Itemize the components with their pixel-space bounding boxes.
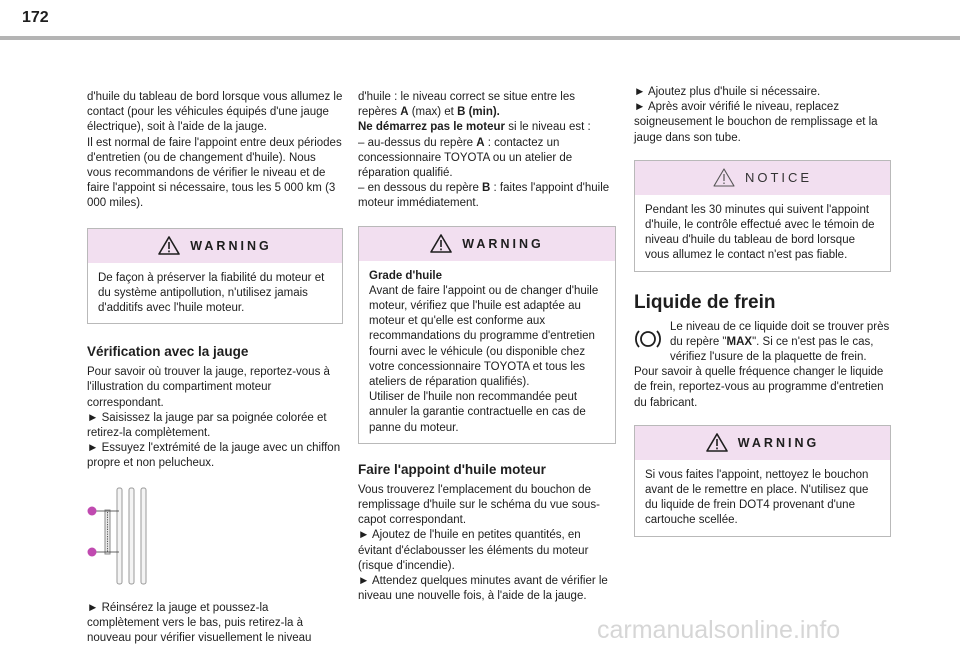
warning-text: De façon à préserver la fiabilité du moteur et du système antipollution, n'utilisez jamais d'additifs avec l'huile moteur. — [98, 271, 325, 315]
notice-triangle-icon — [713, 168, 735, 187]
page-number: 172 — [22, 9, 49, 26]
step-item: ► Essuyez l'extrémité de la jauge avec un chiffon propre et non pelucheux. — [87, 442, 341, 470]
warning-header — [635, 426, 890, 460]
warning-triangle-icon — [430, 234, 452, 253]
header-rule — [0, 36, 960, 40]
column-3 — [634, 85, 891, 537]
step-item: ► Saisissez la jauge par sa poignée colorée et retirez-la complètement. — [87, 411, 327, 440]
step-item: ► Réinsérez la jauge et poussez-la complètement vers le bas, puis retirez-la à nouveau pour vérifier visuellement le niveau — [87, 601, 312, 645]
paragraph: d'huile du tableau de bord lorsque vous allumez le contact (pour les véhicules équipés d'une jauge électrique), soit à l'aide de la jauge. — [87, 91, 343, 134]
warning-title: WARNING — [462, 236, 544, 251]
brake-info — [634, 320, 891, 366]
marker-a — [88, 506, 97, 515]
section-title: Faire l'appoint d'huile moteur — [358, 461, 546, 477]
warning-text: Avant de faire l'appoint ou de changer d'huile moteur, vérifiez que l'huile est adaptée au moteur et qu'elle est conforme aux recommandations du programme d'entretien fourni avec le véhicule (ou disponible chez votre concessionnaire TOYOTA et tous les ateliers de réparation qualifiés). — [369, 284, 599, 389]
warning-title: WARNING — [737, 435, 820, 450]
warning-title: WARNING — [190, 238, 272, 253]
label-a: A — [91, 480, 96, 486]
section-title: Liquide de frein — [634, 291, 776, 313]
notice-title: NOTICE — [744, 170, 813, 186]
step-item: ► Ajoutez de l'huile en petites quantités, en évitant d'éclabousser les éléments du moteur (risque d'incendie). — [358, 529, 589, 572]
warning-triangle-icon — [158, 236, 180, 255]
brake-warning-icon — [634, 328, 662, 350]
paragraph: Pour savoir où trouver la jauge, reportez-vous à l'illustration du compartiment moteur correspondant. — [87, 366, 330, 409]
warning-header — [359, 227, 615, 261]
paragraph: Pour savoir à quelle fréquence changer le liquide de frein, reportez-vous au programme d'entretien du fabricant. — [634, 366, 884, 409]
step-item: ► Ajoutez plus d'huile si nécessaire. — [634, 86, 821, 98]
label-b: B — [91, 521, 96, 527]
paragraph: Il est normal de faire l'appoint entre deux périodes d'entretien (ou de changement d'huile). Nous vous recommandons de vérifier le niveau et de faire l'appoint si nécessaire, tous les 5 000 km (3 000 miles). — [87, 136, 342, 210]
step-item: ► Attendez quelques minutes avant de vérifier le niveau une nouvelle fois, à l'aide de la jauge. — [358, 575, 608, 603]
warning-subtitle: Grade d'huile — [369, 269, 443, 282]
column-1 — [87, 90, 343, 646]
warning-text: Utiliser de l'huile non recommandée peut annuler la garantie contractuelle en cas de panne du moteur. — [369, 391, 586, 434]
warning-box — [634, 425, 891, 537]
dipstick-illustration — [87, 486, 167, 586]
marker-b — [88, 547, 97, 556]
list-item: – au-dessus du repère A : contactez un concessionnaire TOYOTA ou un atelier de réparation qualifié. — [358, 136, 573, 180]
notice-header — [635, 161, 890, 195]
paragraph: d'huile : le niveau correct se situe entre les repères A (max) et B (min). — [358, 91, 575, 119]
paragraph: Ne démarrez pas le moteur si le niveau est : — [358, 121, 591, 134]
step-item: ► Après avoir vérifié le niveau, replacez soigneusement le bouchon de remplissage et la jauge dans son tube. — [634, 101, 878, 144]
warning-box — [87, 228, 343, 325]
notice-box — [634, 160, 891, 272]
warning-text: Si vous faites l'appoint, nettoyez le bouchon avant de le remettre en place. N'utilisez que du liquide de frein DOT4 provenant d'une cartouche scellée. — [645, 468, 869, 527]
paragraph: Le niveau de ce liquide doit se trouver près du repère "MAX". Si ce n'est pas le cas, vérifiez l'usure de la plaquette de frein. — [670, 320, 890, 364]
paragraph: Vous trouverez l'emplacement du bouchon de remplissage d'huile sur le schéma du vue sous-capot correspondant. — [358, 483, 600, 527]
warning-box — [358, 226, 616, 444]
list-item: – en dessous du repère B : faites l'appoint d'huile moteur immédiatement. — [358, 182, 610, 210]
section-title: Vérification avec la jauge — [87, 344, 249, 360]
watermark: carmanualsonline.info — [597, 616, 841, 644]
warning-triangle-icon — [706, 433, 728, 452]
notice-text: Pendant les 30 minutes qui suivent l'appoint d'huile, le contrôle effectué avec le témoin de niveau d'huile du tableau de bord lorsque vous allumez le contact n'est pas fiable. — [645, 203, 875, 262]
column-2 — [358, 90, 616, 604]
warning-body — [359, 261, 615, 443]
warning-header — [88, 229, 342, 263]
